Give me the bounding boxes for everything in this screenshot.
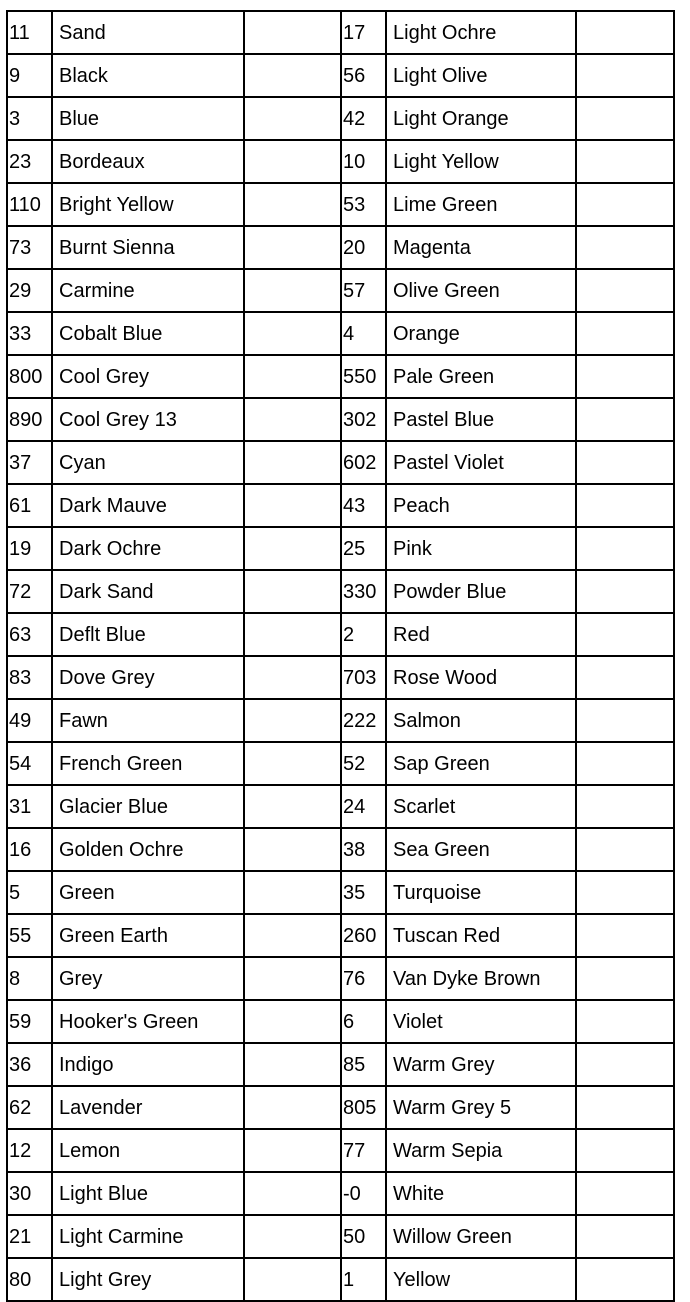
- color-name-cell: White: [386, 1172, 576, 1215]
- empty-cell: [244, 398, 341, 441]
- color-name-cell: Bordeaux: [52, 140, 244, 183]
- table-row: [7, 914, 674, 957]
- color-number-cell: 703: [341, 656, 386, 699]
- table-row: [7, 1000, 674, 1043]
- color-name-cell: Dark Mauve: [52, 484, 244, 527]
- empty-cell: [244, 355, 341, 398]
- color-name-cell: Powder Blue: [386, 570, 576, 613]
- color-name-cell: Cobalt Blue: [52, 312, 244, 355]
- color-name-cell: Sea Green: [386, 828, 576, 871]
- color-number-cell: 800: [7, 355, 52, 398]
- empty-cell: [576, 140, 674, 183]
- color-number-cell: 38: [341, 828, 386, 871]
- empty-cell: [244, 656, 341, 699]
- color-name-cell: Blue: [52, 97, 244, 140]
- color-name-cell: Light Carmine: [52, 1215, 244, 1258]
- color-number-cell: 11: [7, 11, 52, 54]
- table-row: [7, 183, 674, 226]
- color-number-cell: 9: [7, 54, 52, 97]
- color-number-cell: 55: [7, 914, 52, 957]
- table-row: [7, 1086, 674, 1129]
- empty-cell: [244, 957, 341, 1000]
- table-row: [7, 613, 674, 656]
- color-number-cell: 43: [341, 484, 386, 527]
- color-name-cell: Fawn: [52, 699, 244, 742]
- color-name-cell: Burnt Sienna: [52, 226, 244, 269]
- empty-cell: [576, 269, 674, 312]
- empty-cell: [576, 11, 674, 54]
- table-row: [7, 269, 674, 312]
- empty-cell: [576, 1086, 674, 1129]
- empty-cell: [244, 1258, 341, 1301]
- table-row: [7, 699, 674, 742]
- empty-cell: [244, 441, 341, 484]
- table-row: [7, 398, 674, 441]
- color-name-cell: Lavender: [52, 1086, 244, 1129]
- color-number-cell: 30: [7, 1172, 52, 1215]
- color-name-cell: Pastel Blue: [386, 398, 576, 441]
- color-name-cell: Turquoise: [386, 871, 576, 914]
- table-row: [7, 484, 674, 527]
- color-number-cell: 35: [341, 871, 386, 914]
- table-row: [7, 140, 674, 183]
- color-name-cell: Salmon: [386, 699, 576, 742]
- table-row: [7, 355, 674, 398]
- color-number-cell: 2: [341, 613, 386, 656]
- table-row: [7, 11, 674, 54]
- color-number-cell: 62: [7, 1086, 52, 1129]
- color-name-cell: Orange: [386, 312, 576, 355]
- empty-cell: [576, 97, 674, 140]
- color-number-cell: 302: [341, 398, 386, 441]
- empty-cell: [244, 871, 341, 914]
- color-number-cell: -0: [341, 1172, 386, 1215]
- color-number-cell: 76: [341, 957, 386, 1000]
- table-row: [7, 656, 674, 699]
- color-number-cell: 37: [7, 441, 52, 484]
- empty-cell: [576, 183, 674, 226]
- color-name-cell: Cool Grey: [52, 355, 244, 398]
- empty-cell: [244, 1043, 341, 1086]
- color-number-cell: 63: [7, 613, 52, 656]
- table-row: [7, 54, 674, 97]
- table-row: [7, 1043, 674, 1086]
- color-table: [6, 10, 675, 1302]
- color-name-cell: Warm Grey 5: [386, 1086, 576, 1129]
- empty-cell: [244, 742, 341, 785]
- empty-cell: [576, 742, 674, 785]
- color-number-cell: 33: [7, 312, 52, 355]
- table-row: [7, 785, 674, 828]
- color-name-cell: Grey: [52, 957, 244, 1000]
- empty-cell: [244, 97, 341, 140]
- color-number-cell: 110: [7, 183, 52, 226]
- color-name-cell: Green: [52, 871, 244, 914]
- empty-cell: [244, 1215, 341, 1258]
- color-name-cell: Lemon: [52, 1129, 244, 1172]
- color-name-cell: Rose Wood: [386, 656, 576, 699]
- empty-cell: [576, 1129, 674, 1172]
- empty-cell: [244, 54, 341, 97]
- empty-cell: [244, 785, 341, 828]
- empty-cell: [576, 613, 674, 656]
- table-row: [7, 441, 674, 484]
- color-name-cell: Black: [52, 54, 244, 97]
- color-number-cell: 36: [7, 1043, 52, 1086]
- color-table-body: [7, 11, 674, 1301]
- color-name-cell: Warm Sepia: [386, 1129, 576, 1172]
- color-name-cell: Light Yellow: [386, 140, 576, 183]
- color-number-cell: 550: [341, 355, 386, 398]
- color-name-cell: Light Blue: [52, 1172, 244, 1215]
- table-row: [7, 742, 674, 785]
- color-name-cell: Light Olive: [386, 54, 576, 97]
- color-name-cell: Deflt Blue: [52, 613, 244, 656]
- color-number-cell: 5: [7, 871, 52, 914]
- color-name-cell: Light Grey: [52, 1258, 244, 1301]
- color-name-cell: Van Dyke Brown: [386, 957, 576, 1000]
- color-number-cell: 1: [341, 1258, 386, 1301]
- color-number-cell: 25: [341, 527, 386, 570]
- color-number-cell: 80: [7, 1258, 52, 1301]
- color-number-cell: 61: [7, 484, 52, 527]
- color-name-cell: Yellow: [386, 1258, 576, 1301]
- color-number-cell: 890: [7, 398, 52, 441]
- empty-cell: [244, 226, 341, 269]
- empty-cell: [576, 656, 674, 699]
- color-number-cell: 31: [7, 785, 52, 828]
- color-number-cell: 29: [7, 269, 52, 312]
- color-number-cell: 3: [7, 97, 52, 140]
- empty-cell: [576, 1043, 674, 1086]
- table-row: [7, 957, 674, 1000]
- table-row: [7, 527, 674, 570]
- empty-cell: [244, 1172, 341, 1215]
- color-number-cell: 330: [341, 570, 386, 613]
- color-number-cell: 602: [341, 441, 386, 484]
- color-name-cell: Olive Green: [386, 269, 576, 312]
- color-number-cell: 17: [341, 11, 386, 54]
- color-number-cell: 77: [341, 1129, 386, 1172]
- empty-cell: [244, 484, 341, 527]
- color-number-cell: 6: [341, 1000, 386, 1043]
- color-name-cell: Violet: [386, 1000, 576, 1043]
- color-name-cell: Sap Green: [386, 742, 576, 785]
- color-name-cell: Magenta: [386, 226, 576, 269]
- empty-cell: [576, 441, 674, 484]
- color-name-cell: Pale Green: [386, 355, 576, 398]
- table-row: [7, 570, 674, 613]
- color-number-cell: 20: [341, 226, 386, 269]
- color-name-cell: Light Ochre: [386, 11, 576, 54]
- empty-cell: [576, 1215, 674, 1258]
- color-name-cell: Tuscan Red: [386, 914, 576, 957]
- color-number-cell: 52: [341, 742, 386, 785]
- table-row: [7, 226, 674, 269]
- table-row: [7, 1215, 674, 1258]
- color-number-cell: 23: [7, 140, 52, 183]
- empty-cell: [244, 11, 341, 54]
- color-number-cell: 805: [341, 1086, 386, 1129]
- empty-cell: [576, 312, 674, 355]
- color-number-cell: 73: [7, 226, 52, 269]
- table-row: [7, 97, 674, 140]
- empty-cell: [244, 570, 341, 613]
- empty-cell: [244, 269, 341, 312]
- empty-cell: [576, 1258, 674, 1301]
- empty-cell: [244, 828, 341, 871]
- table-row: [7, 312, 674, 355]
- empty-cell: [244, 312, 341, 355]
- empty-cell: [244, 699, 341, 742]
- color-name-cell: Glacier Blue: [52, 785, 244, 828]
- empty-cell: [576, 699, 674, 742]
- color-number-cell: 16: [7, 828, 52, 871]
- color-number-cell: 49: [7, 699, 52, 742]
- empty-cell: [576, 398, 674, 441]
- color-name-cell: Dove Grey: [52, 656, 244, 699]
- empty-cell: [576, 355, 674, 398]
- empty-cell: [576, 871, 674, 914]
- color-name-cell: Red: [386, 613, 576, 656]
- color-name-cell: Cyan: [52, 441, 244, 484]
- color-number-cell: 72: [7, 570, 52, 613]
- empty-cell: [576, 1172, 674, 1215]
- empty-cell: [244, 140, 341, 183]
- color-name-cell: Dark Sand: [52, 570, 244, 613]
- empty-cell: [244, 1129, 341, 1172]
- color-number-cell: 59: [7, 1000, 52, 1043]
- empty-cell: [244, 613, 341, 656]
- color-number-cell: 222: [341, 699, 386, 742]
- color-name-cell: Golden Ochre: [52, 828, 244, 871]
- empty-cell: [576, 828, 674, 871]
- color-name-cell: Sand: [52, 11, 244, 54]
- empty-cell: [576, 226, 674, 269]
- color-number-cell: 54: [7, 742, 52, 785]
- color-name-cell: Carmine: [52, 269, 244, 312]
- color-number-cell: 50: [341, 1215, 386, 1258]
- color-name-cell: Bright Yellow: [52, 183, 244, 226]
- color-number-cell: 53: [341, 183, 386, 226]
- color-name-cell: Green Earth: [52, 914, 244, 957]
- color-number-cell: 12: [7, 1129, 52, 1172]
- empty-cell: [576, 1000, 674, 1043]
- empty-cell: [576, 570, 674, 613]
- table-row: [7, 871, 674, 914]
- empty-cell: [576, 527, 674, 570]
- color-number-cell: 19: [7, 527, 52, 570]
- table-row: [7, 1172, 674, 1215]
- color-name-cell: Indigo: [52, 1043, 244, 1086]
- color-name-cell: Scarlet: [386, 785, 576, 828]
- empty-cell: [244, 914, 341, 957]
- color-number-cell: 85: [341, 1043, 386, 1086]
- table-row: [7, 1258, 674, 1301]
- empty-cell: [244, 1000, 341, 1043]
- color-number-cell: 21: [7, 1215, 52, 1258]
- color-name-cell: Light Orange: [386, 97, 576, 140]
- color-name-cell: Willow Green: [386, 1215, 576, 1258]
- color-number-cell: 4: [341, 312, 386, 355]
- color-table-sheet: [6, 10, 675, 1302]
- color-name-cell: Warm Grey: [386, 1043, 576, 1086]
- empty-cell: [576, 484, 674, 527]
- empty-cell: [576, 54, 674, 97]
- color-name-cell: French Green: [52, 742, 244, 785]
- color-number-cell: 56: [341, 54, 386, 97]
- table-row: [7, 1129, 674, 1172]
- color-name-cell: Pink: [386, 527, 576, 570]
- empty-cell: [576, 785, 674, 828]
- color-name-cell: Hooker's Green: [52, 1000, 244, 1043]
- empty-cell: [576, 914, 674, 957]
- empty-cell: [576, 957, 674, 1000]
- color-number-cell: 24: [341, 785, 386, 828]
- color-number-cell: 83: [7, 656, 52, 699]
- table-row: [7, 828, 674, 871]
- empty-cell: [244, 183, 341, 226]
- color-number-cell: 8: [7, 957, 52, 1000]
- color-number-cell: 42: [341, 97, 386, 140]
- color-name-cell: Pastel Violet: [386, 441, 576, 484]
- color-name-cell: Peach: [386, 484, 576, 527]
- color-name-cell: Dark Ochre: [52, 527, 244, 570]
- color-name-cell: Cool Grey 13: [52, 398, 244, 441]
- color-number-cell: 57: [341, 269, 386, 312]
- color-number-cell: 10: [341, 140, 386, 183]
- empty-cell: [244, 1086, 341, 1129]
- color-number-cell: 260: [341, 914, 386, 957]
- color-name-cell: Lime Green: [386, 183, 576, 226]
- empty-cell: [244, 527, 341, 570]
